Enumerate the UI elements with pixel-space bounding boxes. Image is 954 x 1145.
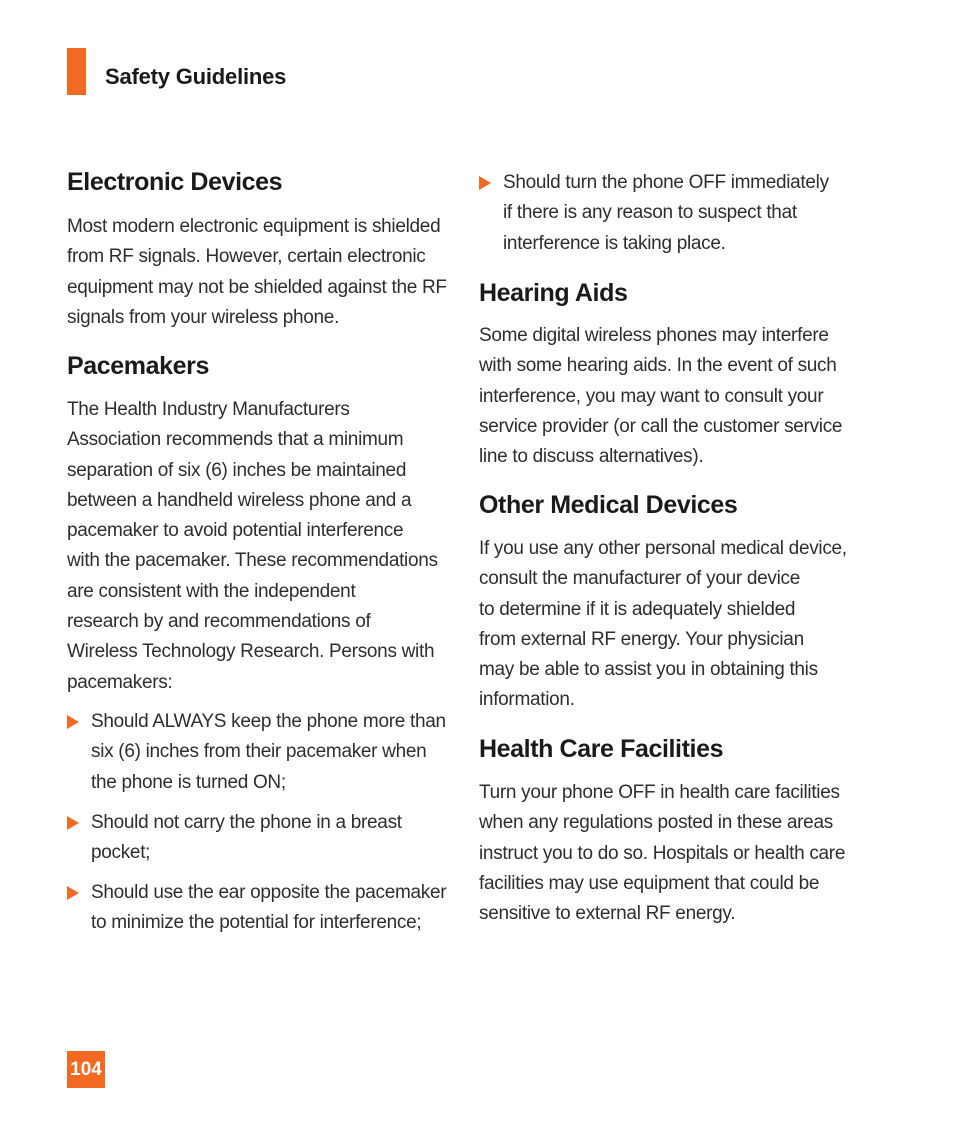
paragraph-health-care-facilities: Turn your phone OFF in health care facilities when any regulations posted in these areas instruct you to do so. Hospitals or health care facilities may use equipment that could be sensitive to external RF energy. (479, 782, 846, 925)
paragraph-hearing-aids: Some digital wireless phones may interfere with some hearing aids. In the event of such interference, you may want to consult your service provider (or call the customer service line to discuss alternatives). (479, 325, 843, 468)
bullet-text: Should not carry the phone in a breast pocket; (91, 812, 402, 864)
heading-hearing-aids: Hearing Aids (479, 279, 628, 307)
paragraph-pacemakers: The Health Industry Manufacturers Association recommends that a minimum separation of six (6) inches be maintained between a handheld wireless phone and a pacemaker to avoid potential interference with the pacemaker. These recommendations are consistent with the independent research by and recommendations of Wireless Technology Research. Persons with pacemakers: (67, 399, 438, 693)
paragraph-electronic-devices: Most modern electronic equipment is shielded from RF signals. However, certain electronic equipment may not be shielded against the RF signals from your wireless phone. (67, 216, 447, 328)
heading-electronic-devices: Electronic Devices (67, 168, 283, 196)
heading-other-medical-devices: Other Medical Devices (479, 491, 738, 519)
heading-health-care-facilities: Health Care Facilities (479, 735, 724, 763)
bullet-arrow-icon (67, 816, 79, 830)
bullet-item (479, 168, 829, 259)
section-accent-bar (67, 48, 86, 95)
bullet-arrow-icon (67, 886, 79, 900)
section-title: Safety Guidelines (105, 64, 287, 89)
bullet-text: Should ALWAYS keep the phone more than six (6) inches from their pacemaker when the phone is turned ON; (91, 711, 446, 793)
bullet-item (67, 808, 402, 869)
bullet-arrow-icon (479, 176, 491, 190)
page-number: 104 (67, 1051, 105, 1088)
bullet-arrow-icon (67, 715, 79, 729)
bullet-item (67, 707, 446, 798)
bullet-item (67, 878, 446, 939)
bullet-text: Should turn the phone OFF immediately if there is any reason to suspect that interference is taking place. (503, 172, 829, 254)
bullet-text: Should use the ear opposite the pacemaker to minimize the potential for interference; (91, 882, 447, 934)
paragraph-other-medical-devices: If you use any other personal medical device, consult the manufacturer of your device to determine if it is adequately shielded from external RF energy. Your physician may be able to assist you in obtaining this information. (479, 538, 847, 711)
heading-pacemakers: Pacemakers (67, 352, 209, 380)
